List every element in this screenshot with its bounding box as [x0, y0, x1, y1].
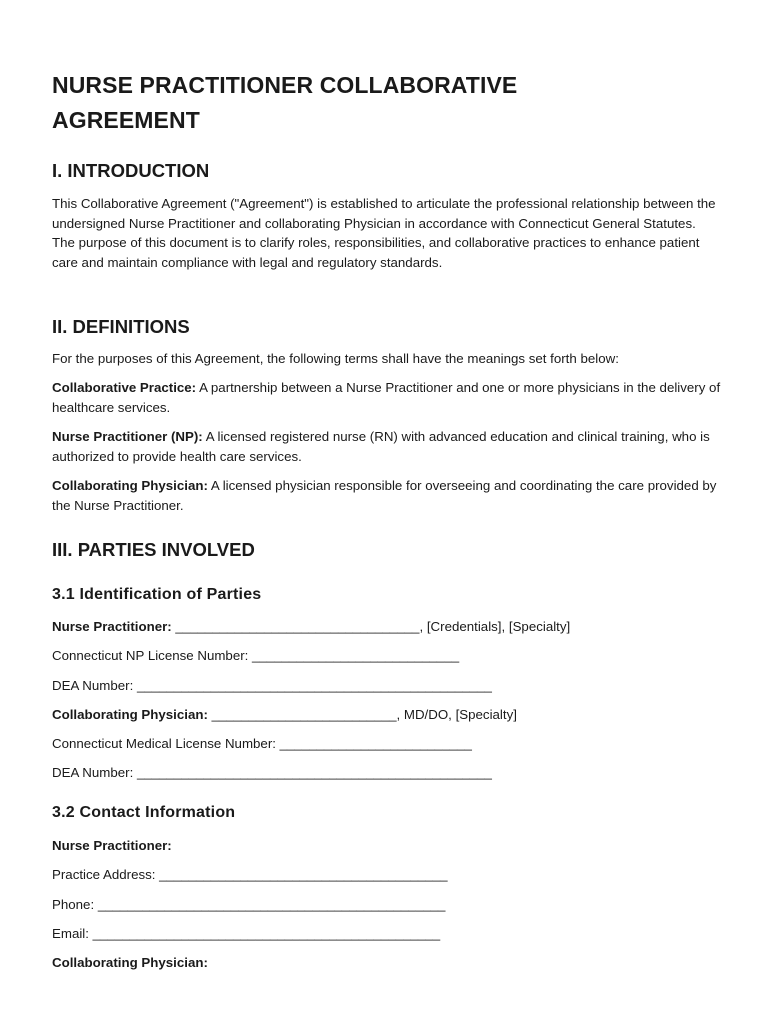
- physician-label: Collaborating Physician:: [52, 707, 208, 722]
- physician-license-field[interactable]: Connecticut Medical License Number: __________________________: [52, 736, 472, 751]
- definition-text: A licensed physician responsible for overseeing and coordinating the care provided by the Nurse Practitioner.: [52, 478, 717, 513]
- np-license-field[interactable]: Connecticut NP License Number: ____________________________: [52, 648, 460, 663]
- section-heading-introduction: I. INTRODUCTION: [52, 160, 210, 181]
- section-heading-definitions: II. DEFINITIONS: [52, 316, 190, 337]
- definition-collaborative-practice: [52, 378, 722, 417]
- np-label: Nurse Practitioner:: [52, 619, 172, 634]
- np-dea-field[interactable]: DEA Number: ________________________________________________: [52, 678, 492, 693]
- introduction-paragraph: This Collaborative Agreement ("Agreement") is established to articulate the professional relationship between the undersigned Nurse Practitioner and collaborating Physician in accordance with Connecticut General Statutes. The purpose of this document is to clarify roles, responsibilities, and collaborative practices to enhance patient care and maintain compliance with legal and regulatory standards.: [52, 196, 716, 270]
- physician-name-field[interactable]: [52, 706, 517, 724]
- contact-np-label: Nurse Practitioner:: [52, 838, 172, 853]
- section-heading-parties: III. PARTIES INVOLVED: [52, 539, 255, 560]
- definition-term: Collaborative Practice:: [52, 380, 197, 395]
- definition-term: Collaborating Physician:: [52, 478, 208, 493]
- document-title: NURSE PRACTITIONER COLLABORATIVE AGREEMENT: [52, 72, 518, 133]
- practice-address-field[interactable]: Practice Address: _______________________________________: [52, 867, 448, 882]
- definition-text: A partnership between a Nurse Practitioner and one or more physicians in the delivery of healthcare services.: [52, 380, 721, 415]
- definition-collaborating-physician: [52, 476, 722, 515]
- definition-text: A licensed registered nurse (RN) with advanced education and clinical training, who is authorized to provide health care services.: [52, 429, 710, 464]
- subsection-heading-identification: 3.1 Identification of Parties: [52, 586, 262, 603]
- phone-field[interactable]: Phone: _______________________________________________: [52, 897, 446, 912]
- email-field[interactable]: Email: _______________________________________________: [52, 926, 441, 941]
- physician-dea-field[interactable]: DEA Number: ________________________________________________: [52, 765, 492, 780]
- np-name-blank: _________________________________, [Credentials], [Specialty]: [171, 619, 571, 634]
- physician-name-blank: _________________________, MD/DO, [Specialty]: [207, 707, 517, 722]
- definition-term: Nurse Practitioner (NP):: [52, 429, 203, 444]
- definition-nurse-practitioner: [52, 427, 722, 466]
- contact-physician-label: Collaborating Physician:: [52, 955, 208, 970]
- definitions-intro: For the purposes of this Agreement, the following terms shall have the meanings set forth below:: [52, 351, 619, 366]
- subsection-heading-contact: 3.2 Contact Information: [52, 804, 236, 821]
- np-name-field[interactable]: [52, 618, 570, 636]
